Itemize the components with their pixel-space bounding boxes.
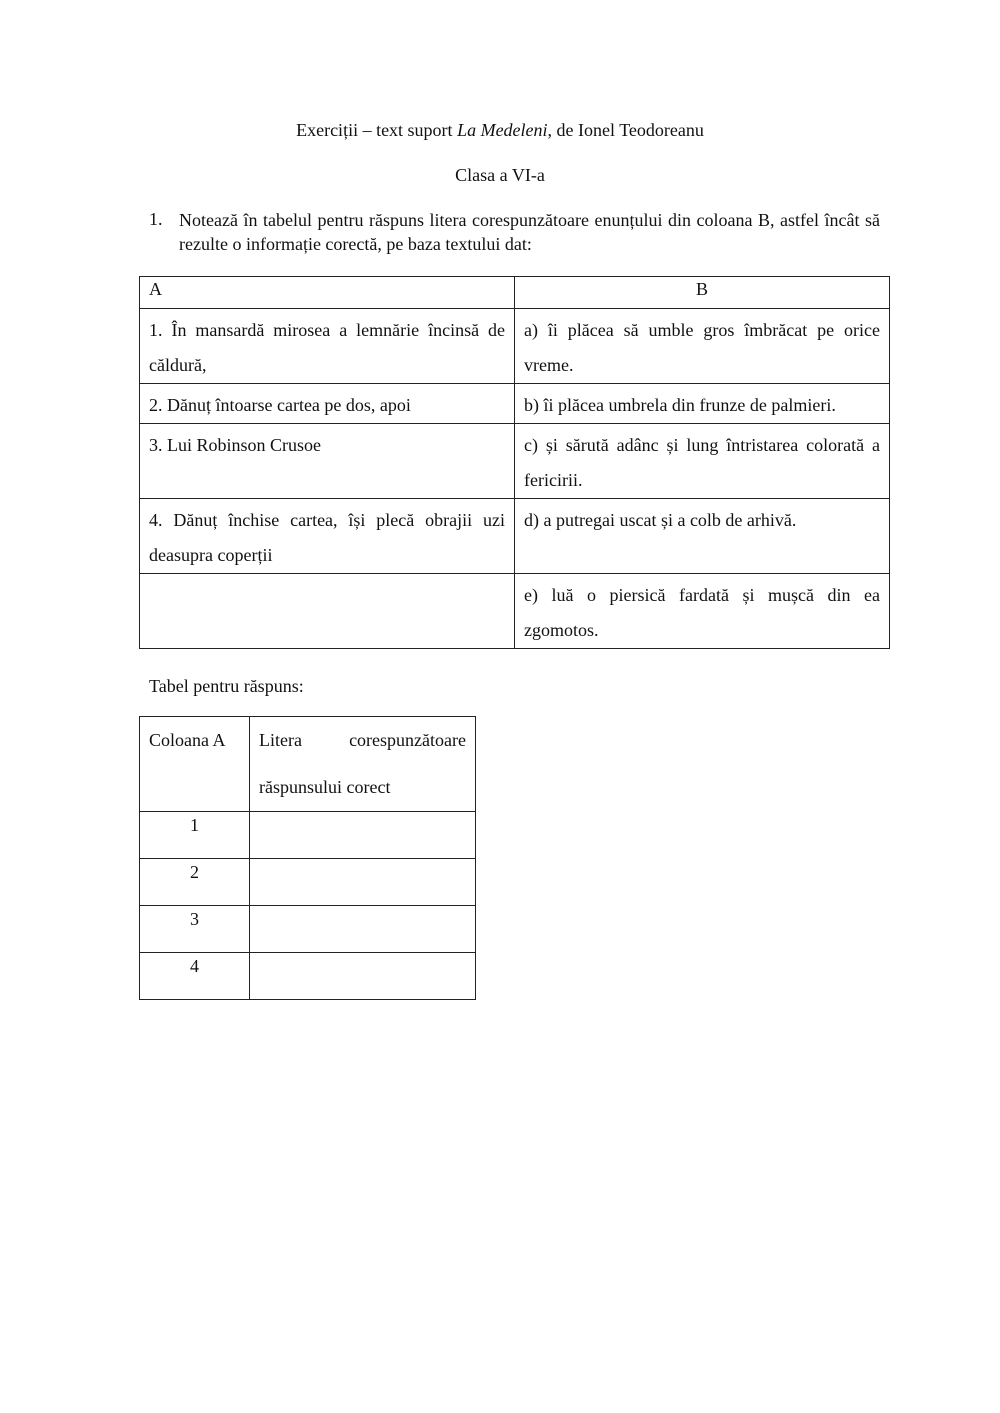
title-book: La Medeleni <box>457 120 548 140</box>
table-row <box>140 499 890 574</box>
answer-table-header <box>140 717 476 812</box>
column-b-cell: b) îi plăcea umbrela din frunze de palmieri. <box>515 384 890 424</box>
column-a-cell: 2. Dănuț întoarse cartea pe dos, apoi <box>140 384 515 424</box>
answer-input-cell[interactable] <box>250 953 476 1000</box>
column-a-cell: 1. În mansardă mirosea a lemnărie încinsă de căldură, <box>140 309 515 384</box>
class-level: Clasa a VI-a <box>455 165 545 185</box>
table-row <box>140 309 890 384</box>
answer-input-cell[interactable] <box>250 859 476 906</box>
table-row <box>140 574 890 649</box>
question-text: Notează în tabelul pentru răspuns litera corespunzătoare enunțului din coloana B, astfel încât să rezulte o informație corectă, pe baza textului dat: <box>179 210 880 254</box>
table-row <box>140 384 890 424</box>
table-row <box>140 424 890 499</box>
column-a-cell <box>140 574 515 649</box>
answer-row-number: 1 <box>140 812 250 859</box>
column-b-cell: d) a putregai uscat și a colb de arhivă. <box>515 499 890 574</box>
matching-table <box>139 276 890 649</box>
answer-row-number: 3 <box>140 906 250 953</box>
column-b-cell: e) luă o piersică fardată și mușcă din ea zgomotos. <box>515 574 890 649</box>
page-title <box>0 119 1000 141</box>
column-b-header: B <box>515 277 890 309</box>
answer-input-cell[interactable] <box>250 812 476 859</box>
answer-row-number: 2 <box>140 859 250 906</box>
column-a-cell: 3. Lui Robinson Crusoe <box>140 424 515 499</box>
title-prefix: Exerciții – text suport <box>296 120 458 140</box>
question-number: 1. <box>149 209 163 229</box>
answer-table-label: Tabel pentru răspuns: <box>149 676 304 696</box>
answer-col-a-header: Coloana A <box>140 717 250 812</box>
column-a-header: A <box>140 277 515 309</box>
column-b-cell: a) îi plăcea să umble gros îmbrăcat pe orice vreme. <box>515 309 890 384</box>
matching-table-header <box>140 277 890 309</box>
answer-col-b-header: Litera corespunzătoare răspunsului corect <box>250 717 476 812</box>
table-row <box>140 906 476 953</box>
answer-table <box>139 716 476 1000</box>
table-row <box>140 859 476 906</box>
column-a-cell: 4. Dănuț închise cartea, își plecă obrajii uzi deasupra coperții <box>140 499 515 574</box>
answer-row-number: 4 <box>140 953 250 1000</box>
table-row <box>140 953 476 1000</box>
answer-input-cell[interactable] <box>250 906 476 953</box>
title-suffix: , de Ionel Teodoreanu <box>547 120 704 140</box>
table-row <box>140 812 476 859</box>
column-b-cell: c) și sărută adânc și lung întristarea colorată a fericirii. <box>515 424 890 499</box>
